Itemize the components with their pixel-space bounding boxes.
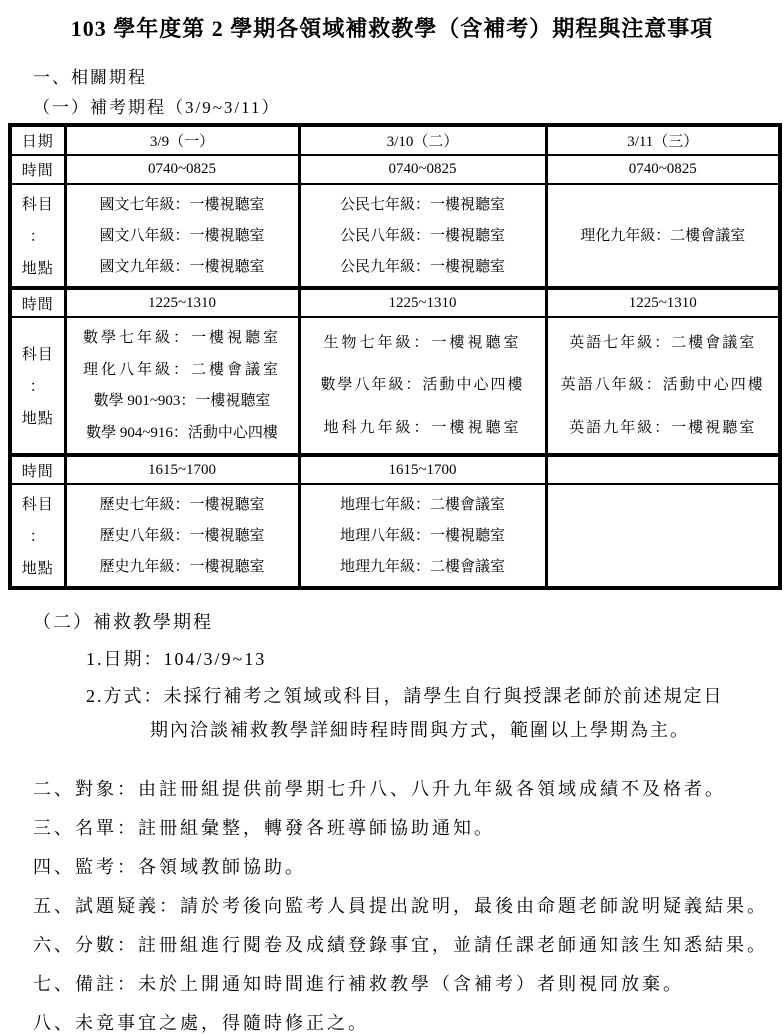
subject-line: 理化九年級：二樓會議室 — [580, 227, 746, 244]
subject-line: 歷史九年級：一樓視聽室 — [99, 558, 265, 575]
subject-cell — [299, 184, 546, 288]
subject-line: 歷史八年級：一樓視聽室 — [99, 527, 265, 544]
note-remarks: 七、備註：未於上開通知時間進行補救教學（含補考）者則視同放棄。 — [33, 974, 684, 994]
time-cell: 1615~1700 — [299, 455, 546, 484]
label-colon: ： — [29, 379, 46, 395]
section2-item-date: 1.日期：104/3/9~13 — [86, 649, 267, 669]
subject-line: 歷史七年級：一樓視聽室 — [99, 496, 265, 513]
table-row-time-3 — [10, 455, 780, 484]
subject-line: 理化八年級：二樓會議室 — [82, 361, 281, 378]
subject-line: 國文七年級：一樓視聽室 — [99, 196, 265, 213]
time-cell: 0740~0825 — [65, 155, 299, 184]
subject-cell — [65, 317, 299, 455]
subject-line: 數學 901~903：一樓視聽室 — [93, 393, 271, 410]
note-roster: 三、名單：註冊組彙整，轉發各班導師協助通知。 — [33, 818, 495, 838]
subject-cell — [546, 317, 780, 455]
subject-cell-empty — [546, 484, 780, 588]
subject-line: 英語八年級：活動中心四樓 — [560, 377, 765, 394]
subject-line: 國文九年級：一樓視聽室 — [99, 258, 265, 275]
subject-line: 公民七年級：一樓視聽室 — [339, 196, 505, 213]
table-row-subjects-1 — [10, 184, 780, 288]
subject-line: 公民八年級：一樓視聽室 — [339, 227, 505, 244]
time-cell: 1225~1310 — [65, 288, 299, 317]
table-row-time-1 — [10, 155, 780, 184]
subject-location-label-cell — [10, 184, 65, 288]
table-row-subjects-3 — [10, 484, 780, 588]
subject-location-label-cell — [10, 317, 65, 455]
location-label: 地點 — [21, 261, 54, 277]
time-cell: 0740~0825 — [546, 155, 780, 184]
date-cell-mon: 3/9（一） — [65, 125, 299, 155]
time-cell: 1225~1310 — [546, 288, 780, 317]
subject-line: 數學 904~916：活動中心四樓 — [86, 425, 278, 442]
subject-line: 地理八年級：一樓視聽室 — [339, 527, 505, 544]
subject-label: 科目 — [21, 347, 54, 363]
section1-heading: 一、相關期程 — [33, 68, 147, 87]
subject-cell — [299, 317, 546, 455]
label-colon: ： — [29, 529, 46, 545]
subject-label: 科目 — [21, 197, 54, 213]
subject-line: 數學八年級：活動中心四樓 — [320, 377, 525, 394]
location-label: 地點 — [21, 411, 54, 427]
time-cell: 1225~1310 — [299, 288, 546, 317]
subject-line: 國文八年級：一樓視聽室 — [99, 227, 265, 244]
subject-line: 地科九年級：一樓視聽室 — [323, 419, 522, 436]
subject-cell — [65, 184, 299, 288]
note-scores: 六、分數：註冊組進行閱卷及成績登錄事宜，並請任課老師通知該生知悉結果。 — [33, 935, 768, 955]
subject-cell — [546, 184, 780, 288]
table-row-subjects-2 — [10, 317, 780, 455]
note-amendment: 八、未竟事宜之處，得隨時修正之。 — [33, 1013, 369, 1033]
subject-location-label-cell — [10, 484, 65, 588]
time-cell: 1615~1700 — [65, 455, 299, 484]
subject-line: 英語七年級：二樓會議室 — [569, 335, 757, 352]
subject-line: 公民九年級：一樓視聽室 — [339, 258, 505, 275]
section2-item-method-wrap: 期內洽談補救教學詳細時程時間與方式，範圍以上學期為主。 — [150, 720, 690, 740]
subject-line: 生物七年級：一樓視聽室 — [323, 335, 522, 352]
time-label-cell: 時間 — [10, 455, 65, 484]
time-cell: 0740~0825 — [299, 155, 546, 184]
date-cell-tue: 3/10（二） — [299, 125, 546, 155]
table-row-date — [10, 125, 780, 155]
time-label-cell: 時間 — [10, 288, 65, 317]
subject-cell — [65, 484, 299, 588]
subject-label: 科目 — [21, 497, 54, 513]
section1-subheading: （一）補考期程（3/9~3/11） — [33, 98, 281, 117]
date-cell-wed: 3/11（三） — [546, 125, 780, 155]
time-cell-empty — [546, 455, 780, 484]
note-target: 二、對象：由註冊組提供前學期七升八、八升九年級各領域成績不及格者。 — [33, 779, 726, 799]
subject-cell — [299, 484, 546, 588]
notes-list — [0, 762, 784, 1035]
subject-line: 地理七年級：二樓會議室 — [339, 496, 505, 513]
subject-line: 地理九年級：二樓會議室 — [339, 558, 505, 575]
subject-line: 數學七年級：一樓視聽室 — [82, 329, 281, 346]
makeup-exam-schedule-table — [8, 123, 782, 590]
time-label-cell: 時間 — [10, 155, 65, 184]
section2-item-method: 2.方式：未採行補考之領域或科目，請學生自行與授課老師於前述規定日 — [86, 686, 724, 706]
label-colon: ： — [29, 229, 46, 245]
note-proctor: 四、監考：各領域教師協助。 — [33, 857, 306, 877]
subject-line: 英語九年級：一樓視聽室 — [569, 419, 757, 436]
date-label-cell: 日期 — [10, 125, 65, 155]
table-row-time-2 — [10, 288, 780, 317]
page-title: 103 學年度第 2 學期各領域補救教學（含補考）期程與注意事項 — [70, 16, 714, 41]
section2-heading: （二）補救教學期程 — [33, 612, 213, 632]
location-label: 地點 — [21, 561, 54, 577]
note-question-doubts: 五、試題疑義：請於考後向監考人員提出說明，最後由命題老師說明疑義結果。 — [33, 896, 768, 916]
